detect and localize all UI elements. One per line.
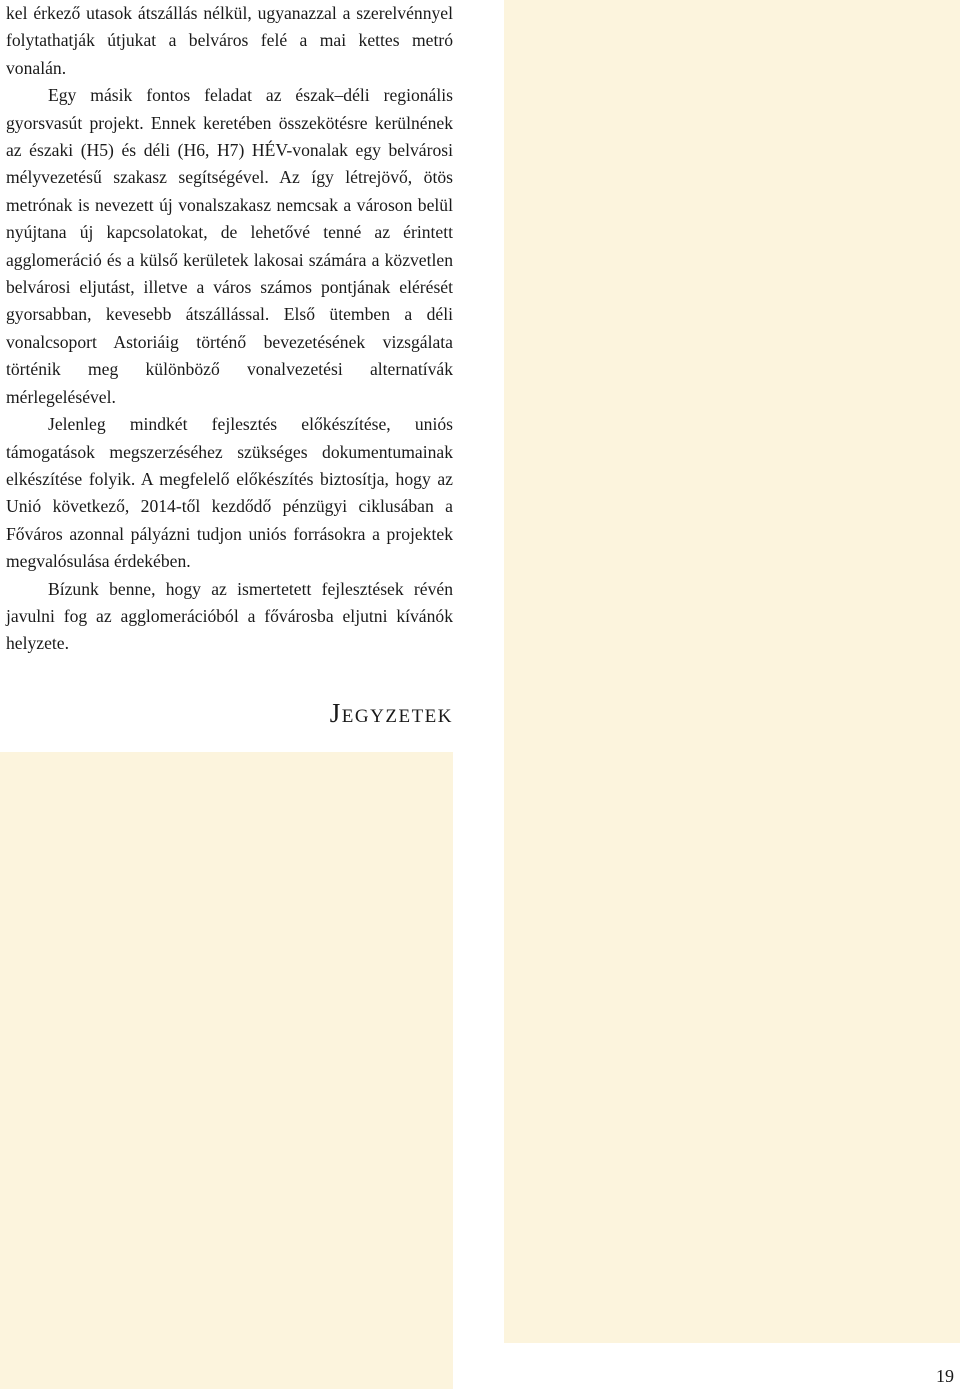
paragraph-2: Egy másik fontos feladat az észak–déli regionális gyorsvasút projekt. Ennek keretében összekötésre kerülnének az északi (H5) és déli (H6, H7) HÉV-vonalak egy belvárosi mélyvezetésű szakasz segítségével. Az így létrejövő, ötös metrónak is nevezett új vonalszakasz nemcsak a városon belül nyújtana új kapcsolatokat, de lehetővé tenné az érintett agglomeráció és a külső kerületek lakosai számára a közvetlen belvárosi eljutást, illetve a város számos pontjának elérését gyorsabban, kevesebb átszállással. Első ütemben a déli vonalcsoport Astoriáig történő bevezetésének vizsgálata történik meg különböző vonalvezetési alternatívák mérlegelésével. (6, 85, 453, 407)
paragraph-3: Jelenleg mindkét fejlesztés előkészítése, uniós támogatások megszerzéséhez szükséges dokumentumainak elkészítése folyik. A megfelelő előkészítés biztosítja, hogy az Unió következő, 2014-től kezdődő pénzügyi ciklusában a Főváros azonnal pályázni tudjon uniós forrásokra a projektek megvalósulása érdekében. (6, 414, 453, 572)
notes-panel-bottom (0, 752, 453, 1389)
page-number: 19 (936, 1366, 954, 1386)
paragraph-4: Bízunk benne, hogy az ismertetett fejlesztések révén javulni fog az agglomerációból a fővárosba eljutni kívánók helyzete. (6, 578, 453, 654)
notes-heading: Jegyzetek (329, 698, 453, 728)
paragraph-1: kel érkező utasok átszállás nélkül, ugyanazzal a szerelvénnyel folytathatják útjukat a belváros felé a mai kettes metró vonalán. (6, 3, 453, 78)
body-text-column (6, 0, 453, 658)
notes-panel-right (504, 0, 960, 1343)
